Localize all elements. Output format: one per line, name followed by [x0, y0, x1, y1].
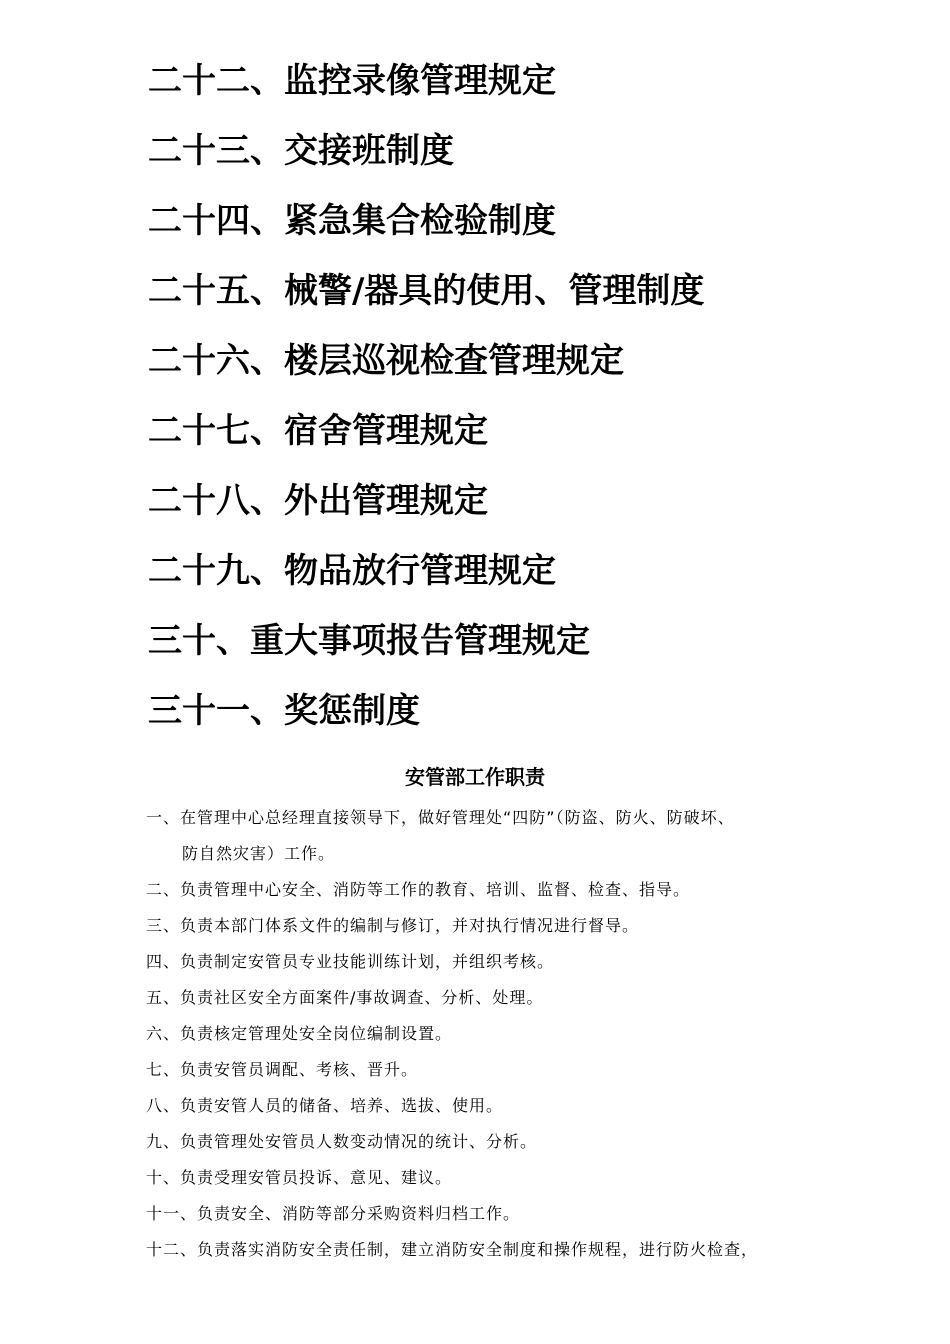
duty-item — [146, 908, 846, 944]
duty-text: 五、负责社区安全方面案件/事故调查、分析、处理。 — [146, 988, 544, 1007]
toc-item: 二十八、外出管理规定 — [148, 481, 488, 521]
duty-item — [146, 1088, 846, 1124]
duty-text: 十一、负责安全、消防等部分采购资料归档工作。 — [146, 1204, 521, 1223]
toc-item: 二十六、楼层巡视检查管理规定 — [148, 341, 624, 381]
duty-text: 七、负责安管员调配、考核、晋升。 — [146, 1060, 419, 1079]
duty-item — [146, 944, 846, 980]
duty-item — [146, 980, 846, 1016]
toc-item: 二十二、监控录像管理规定 — [148, 61, 556, 101]
duty-item — [146, 1052, 846, 1088]
toc-item: 二十四、紧急集合检验制度 — [148, 201, 556, 241]
duty-text: 六、负责核定管理处安全岗位编制设置。 — [146, 1024, 453, 1043]
duty-text: 四、负责制定安管员专业技能训练计划，并组织考核。 — [146, 952, 555, 971]
toc-item: 二十九、物品放行管理规定 — [148, 551, 556, 591]
duty-text: 十二、负责落实消防安全责任制，建立消防安全制度和操作规程，进行防火检查， — [146, 1240, 759, 1259]
regulation-index-list — [148, 56, 908, 756]
section-title: 安管部工作职责 — [405, 765, 545, 789]
duty-item — [146, 872, 846, 908]
toc-item: 二十七、宿舍管理规定 — [148, 411, 488, 451]
duty-text-continuation: 防自然灾害）工作。 — [182, 844, 336, 863]
duty-item — [146, 1196, 846, 1232]
duty-text: 一、在管理中心总经理直接领导下，做好管理处“四防”（防盗、防火、防破坏、 — [146, 808, 735, 827]
duty-item — [146, 1232, 846, 1268]
duty-item — [146, 800, 846, 872]
duty-text: 八、负责安管人员的储备、培养、选拔、使用。 — [146, 1096, 504, 1115]
toc-item: 三十一、奖惩制度 — [148, 691, 420, 731]
toc-item: 二十三、交接班制度 — [148, 131, 454, 171]
duty-item — [146, 1016, 846, 1052]
duty-item — [146, 1160, 846, 1196]
duty-text: 二、负责管理中心安全、消防等工作的教育、培训、监督、检查、指导。 — [146, 880, 691, 899]
duties-list — [146, 800, 846, 1268]
duty-item — [146, 1124, 846, 1160]
duty-text: 九、负责管理处安管员人数变动情况的统计、分析。 — [146, 1132, 538, 1151]
toc-item: 二十五、械警/器具的使用、管理制度 — [148, 271, 705, 311]
duty-text: 三、负责本部门体系文件的编制与修订，并对执行情况进行督导。 — [146, 916, 640, 935]
toc-item: 三十、重大事项报告管理规定 — [148, 621, 590, 661]
duty-text: 十、负责受理安管员投诉、意见、建议。 — [146, 1168, 453, 1187]
